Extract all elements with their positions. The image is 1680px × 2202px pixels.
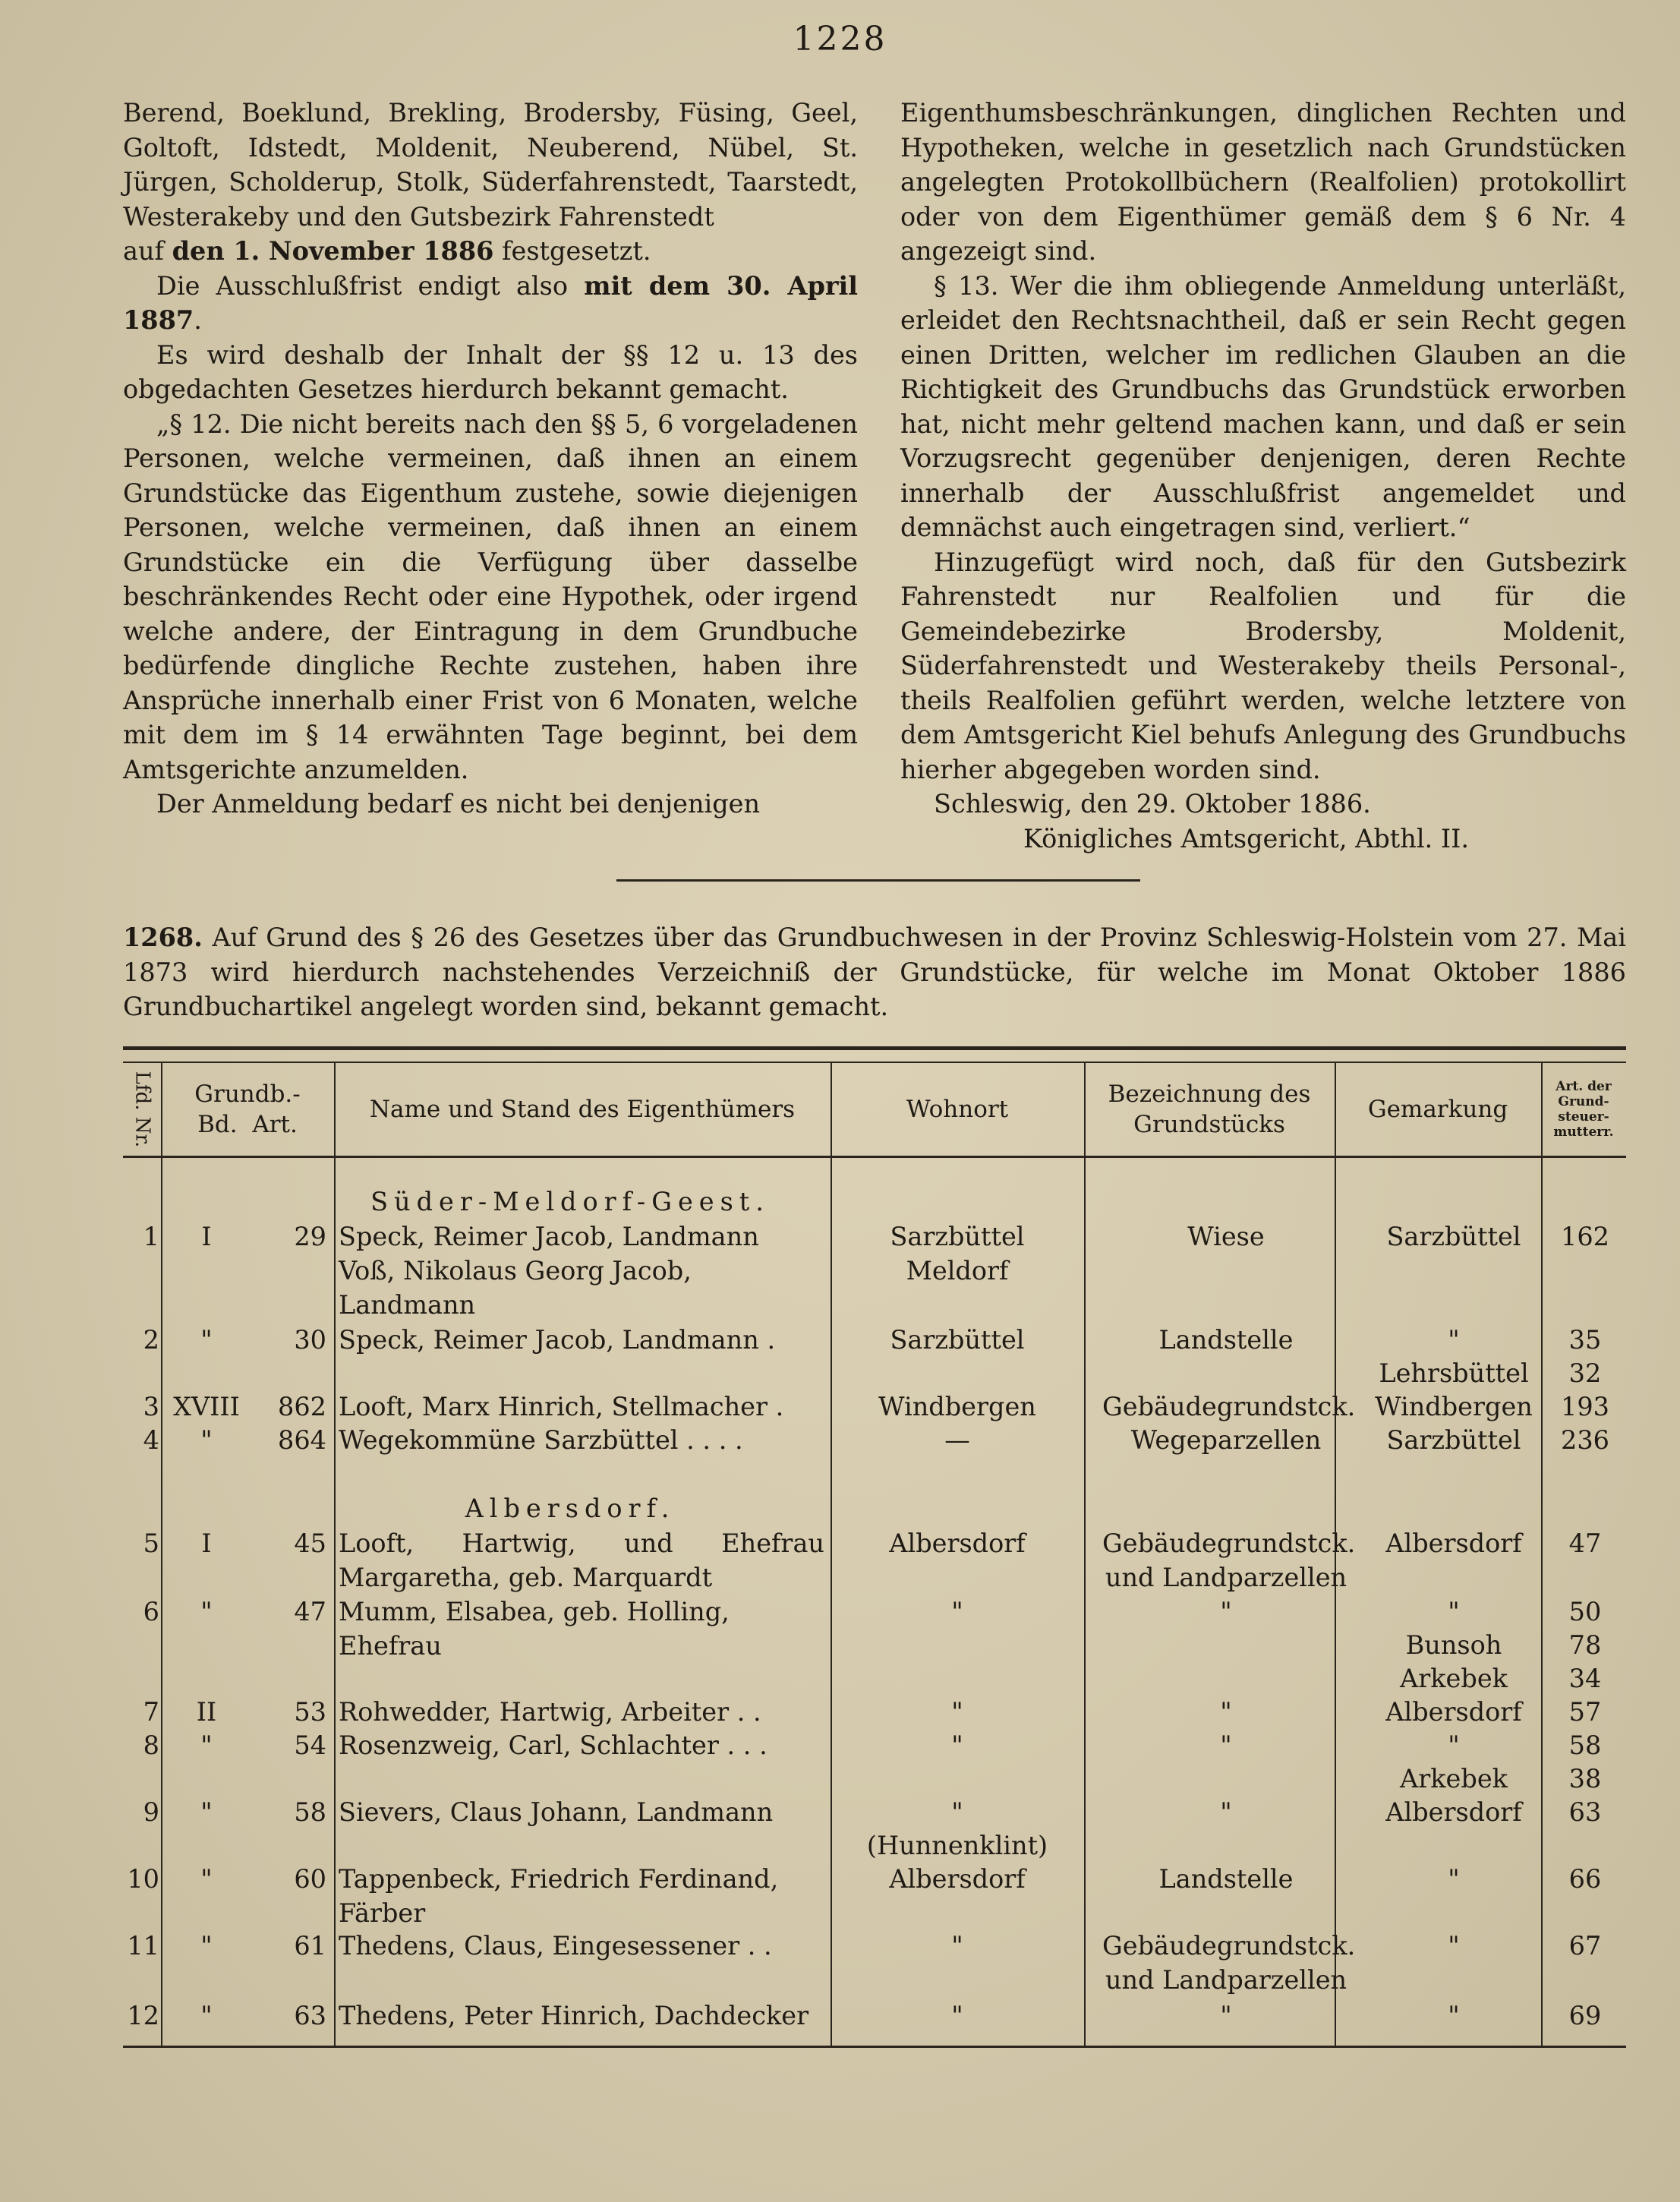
row-name: Looft, Hartwig, und Ehefrau Margaretha, geb. Marquardt [339, 1528, 824, 1592]
row-bd: " [200, 1864, 213, 1894]
row-name: Voß, Nikolaus Georg Jacob, Landmann [339, 1256, 692, 1320]
row-name: Mumm, Elsabea, geb. Holling, Ehefrau [339, 1597, 730, 1661]
row-bd: XVIII [173, 1392, 240, 1421]
row-gemarkung: " [1448, 1864, 1460, 1894]
row-gemarkung: Lehrsbüttel [1379, 1358, 1529, 1388]
row-steuer: 78 [1568, 1630, 1602, 1660]
row-gemarkung: Arkebek [1400, 1664, 1508, 1693]
row-art: 47 [294, 1597, 326, 1626]
row-art: 864 [278, 1425, 326, 1455]
row-gemarkung: " [1448, 2001, 1460, 2030]
header-name: Name und Stand des Eigenthümers [369, 1096, 796, 1123]
row-gemarkung: Albersdorf [1385, 1528, 1522, 1558]
row-art: 61 [294, 1931, 326, 1961]
row-bd: " [200, 1931, 213, 1961]
section-intro: 1268. Auf Grund des § 26 des Gesetzes über das Grundbuchwesen in der Provinz Schleswig-Holstein vom 27. Mai 1873 wird hierdurch nachstehendes Verzeichniß der Grundstücke, für welche im Monat Oktober 1886 Grundbuchartikel angelegt worden sind, bekannt gemacht. [123, 923, 1626, 1021]
row-bezeichnung: Wegeparzellen [1130, 1425, 1322, 1455]
row-bd: " [200, 1597, 213, 1626]
row-gemarkung: Windbergen [1375, 1392, 1533, 1421]
row-wohnort: " [951, 1597, 963, 1626]
row-bd: I [201, 1222, 212, 1251]
row-wohnort: " [951, 2001, 963, 2030]
row-art: 862 [278, 1392, 326, 1421]
row-bd: " [200, 1325, 213, 1355]
row-art: 58 [294, 1797, 326, 1827]
row-wohnort: " [951, 1730, 963, 1760]
row-nr: 5 [143, 1528, 159, 1558]
row-nr: 10 [127, 1864, 159, 1894]
row-nr: 7 [143, 1697, 159, 1727]
row-wohnort: " [951, 1797, 963, 1827]
row-steuer: 69 [1568, 2001, 1602, 2030]
row-wohnort: Albersdorf [889, 1528, 1026, 1558]
row-art: 53 [294, 1697, 326, 1727]
header-nr: Lfd. Nr. [131, 1071, 153, 1148]
paragraph: Der Anmeldung bedarf es nicht bei denjenigen [156, 789, 761, 819]
row-steuer: 47 [1568, 1528, 1602, 1558]
header-bezeichnung: Bezeichnung des Grundstücks [1108, 1080, 1311, 1138]
row-steuer: 67 [1568, 1931, 1602, 1961]
left-column [123, 96, 858, 822]
right-column [900, 96, 1626, 856]
row-bezeichnung: " [1220, 1597, 1232, 1626]
row-wohnort: " [951, 1697, 963, 1727]
row-wohnort-note: (Hunnenklint) [866, 1831, 1048, 1860]
row-nr: 4 [143, 1425, 159, 1455]
paragraph: auf den 1. November 1886 festgesetzt. [123, 236, 651, 266]
row-nr: 8 [143, 1730, 159, 1760]
row-name: Looft, Marx Hinrich, Stellmacher . [339, 1392, 784, 1421]
paragraph: Eigenthumsbeschränkungen, dinglichen Rechten und Hypotheken, welche in gesetzlich nach Grundstücken angelegten Protokollbüchern (Realfolien) protokollirt oder von dem Eigenthümer gemäß dem § 6 Nr. 4 angezeigt sind. [900, 98, 1626, 266]
section-1268 [123, 920, 1626, 1024]
row-nr: 9 [143, 1797, 159, 1827]
row-steuer: 32 [1568, 1358, 1602, 1388]
row-gemarkung: " [1448, 1730, 1460, 1760]
row-bezeichnung: Gebäudegrundstck. und Landparzellen [1102, 1931, 1356, 1995]
row-name: Thedens, Peter Hinrich, Dachdecker [339, 2001, 809, 2030]
col-line [1084, 1063, 1086, 2047]
row-bezeichnung: Landstelle [1158, 1864, 1294, 1894]
row-wohnort: Meldorf [906, 1256, 1009, 1286]
paragraph: Es wird deshalb der Inhalt der §§ 12 u. 13 des obgedachten Gesetzes hierdurch bekannt gemacht. [123, 339, 858, 404]
row-steuer: 236 [1561, 1425, 1609, 1455]
row-bezeichnung: Landstelle [1158, 1325, 1294, 1355]
row-bd: " [200, 1730, 213, 1760]
row-nr: 1 [143, 1222, 159, 1251]
row-steuer: 162 [1561, 1222, 1609, 1251]
row-bezeichnung: Gebäudegrundstck. [1102, 1392, 1356, 1421]
date-line: Schleswig, den 29. Oktober 1886. [934, 789, 1371, 819]
row-steuer: 38 [1568, 1764, 1602, 1793]
row-art: 63 [294, 2001, 326, 2030]
header-gemarkung: Gemarkung [1367, 1096, 1508, 1123]
row-art: 60 [294, 1864, 326, 1894]
row-gemarkung: Sarzbüttel [1386, 1425, 1521, 1455]
table-top-rule [123, 1046, 1626, 1050]
row-steuer: 57 [1568, 1697, 1602, 1727]
row-bd: " [200, 1425, 213, 1455]
row-gemarkung: " [1448, 1931, 1460, 1961]
row-bezeichnung: " [1220, 1797, 1232, 1827]
row-gemarkung: Sarzbüttel [1386, 1222, 1521, 1251]
row-art: 29 [294, 1222, 326, 1251]
row-steuer: 193 [1561, 1392, 1609, 1421]
row-bd: II [196, 1697, 217, 1727]
row-bd: I [201, 1528, 212, 1558]
col-line [831, 1063, 832, 2047]
row-gemarkung: Bunsoh [1405, 1630, 1502, 1660]
row-gemarkung: Arkebek [1400, 1764, 1508, 1793]
paragraph: Berend, Boeklund, Brekling, Brodersby, Füsing, Geel, Goltoft, Idstedt, Moldenit, Neuberend, Nübel, St. Jürgen, Scholderup, Stolk, Süderfahrenstedt, Taarstedt, Westerakeby und den Gutsbezirk Fahrenstedt [123, 98, 858, 232]
row-nr: 3 [143, 1392, 159, 1421]
row-bezeichnung: " [1220, 1730, 1232, 1760]
row-name: Thedens, Claus, Eingesessener . . [339, 1931, 772, 1961]
row-wohnort: Sarzbüttel [890, 1325, 1025, 1355]
row-steuer: 63 [1568, 1797, 1602, 1827]
row-bd: " [200, 2001, 213, 2030]
table-bottom-rule [123, 2046, 1626, 2048]
row-gemarkung: " [1448, 1597, 1460, 1626]
row-name: Sievers, Claus Johann, Landmann [339, 1797, 774, 1827]
row-art: 30 [294, 1325, 326, 1355]
row-bd: " [200, 1797, 213, 1827]
row-wohnort: Sarzbüttel [890, 1222, 1025, 1251]
row-steuer: 66 [1568, 1864, 1602, 1894]
row-name: Speck, Reimer Jacob, Landmann . [339, 1325, 776, 1355]
group-label: Albersdorf. [465, 1494, 676, 1523]
row-bezeichnung: Gebäudegrundstck. und Landparzellen [1102, 1528, 1356, 1592]
row-wohnort: — [944, 1425, 970, 1455]
header-grundbuch: Grundb.- Bd. Art. [194, 1080, 301, 1138]
section-divider [616, 879, 1140, 882]
row-steuer: 50 [1568, 1597, 1602, 1626]
paragraph: Die Ausschlußfrist endigt also mit dem 30. April 1887. [123, 270, 858, 335]
row-name: Wegekommüne Sarzbüttel . . . . [339, 1425, 743, 1455]
register-table [123, 1046, 1626, 2047]
page-number: 1228 [793, 20, 887, 58]
paragraph: „§ 12. Die nicht bereits nach den §§ 5, 6 vorgeladenen Personen, welche vermeinen, daß ihnen an einem Grundstücke das Eigenthum zustehe, sowie diejenigen Personen, welche vermeinen, daß ihnen an einem Grundstücke ein die Verfügung über dasselbe beschränkendes Recht oder eine Hypothek, oder irgend welche andere, der Eintragung in dem Grundbuche bedürfende dingliche Rechte zustehen, haben ihre Ansprüche innerhalb einer Frist von 6 Monaten, welche mit dem im § 14 erwähnten Tage beginnt, bei dem Amtsgerichte anzumelden. [123, 409, 858, 784]
row-wohnort: Albersdorf [889, 1864, 1026, 1894]
row-art: 45 [294, 1528, 326, 1558]
row-steuer: 35 [1568, 1325, 1602, 1355]
signature-line: Königliches Amtsgericht, Abthl. II. [1023, 823, 1469, 853]
paragraph: Hinzugefügt wird noch, daß für den Gutsbezirk Fahrenstedt nur Realfolien und für die Gemeindebezirke Brodersby, Moldenit, Süderfahrenstedt und Westerakeby theils Personal-, theils Realfolien geführt werden, welche letztere von dem Amtsgericht Kiel behufs Anlegung des Grundbuchs hierher abgegeben worden sind. [900, 547, 1626, 784]
header-wohnort: Wohnort [906, 1096, 1009, 1123]
row-name: Rohwedder, Hartwig, Arbeiter . . [339, 1697, 761, 1727]
row-nr: 11 [127, 1931, 159, 1961]
header-rule [123, 1156, 1626, 1158]
paragraph: § 13. Wer die ihm obliegende Anmeldung unterläßt, erleidet den Rechtsnachtheil, daß er sein Recht gegen einen Dritten, welcher im redlichen Glauben an die Richtigkeit des Grundbuchs das Grundstück erworben hat, nicht mehr geltend machen kann, und daß er sein Vorzugsrecht gegenüber denjenigen, deren Rechte innerhalb der Ausschlußfrist angemeldet und demnächst auch eingetragen sind, verliert.“ [900, 270, 1626, 542]
row-name: Rosenzweig, Carl, Schlachter . . . [339, 1730, 768, 1760]
row-bezeichnung: " [1220, 2001, 1232, 2030]
row-wohnort: Windbergen [878, 1392, 1036, 1421]
row-gemarkung: Albersdorf [1385, 1697, 1522, 1727]
row-bezeichnung: Wiese [1187, 1222, 1265, 1251]
row-nr: 6 [143, 1597, 159, 1626]
row-art: 54 [294, 1730, 326, 1760]
row-name: Tappenbeck, Friedrich Ferdinand, Färber [339, 1864, 779, 1928]
row-gemarkung: Albersdorf [1385, 1797, 1522, 1827]
row-wohnort: " [951, 1931, 963, 1961]
header-steuer: Art. der Grund-steuer-mutterr. [1553, 1079, 1614, 1140]
row-steuer: 58 [1568, 1730, 1602, 1760]
row-gemarkung: " [1448, 1325, 1460, 1355]
row-name: Speck, Reimer Jacob, Landmann [339, 1222, 759, 1251]
row-bezeichnung: " [1220, 1697, 1232, 1727]
row-nr: 2 [143, 1325, 159, 1355]
row-nr: 12 [127, 2001, 159, 2030]
row-steuer: 34 [1568, 1664, 1602, 1693]
col-line [334, 1063, 336, 2047]
group-label: Süder-Meldorf-Geest. [370, 1187, 770, 1216]
